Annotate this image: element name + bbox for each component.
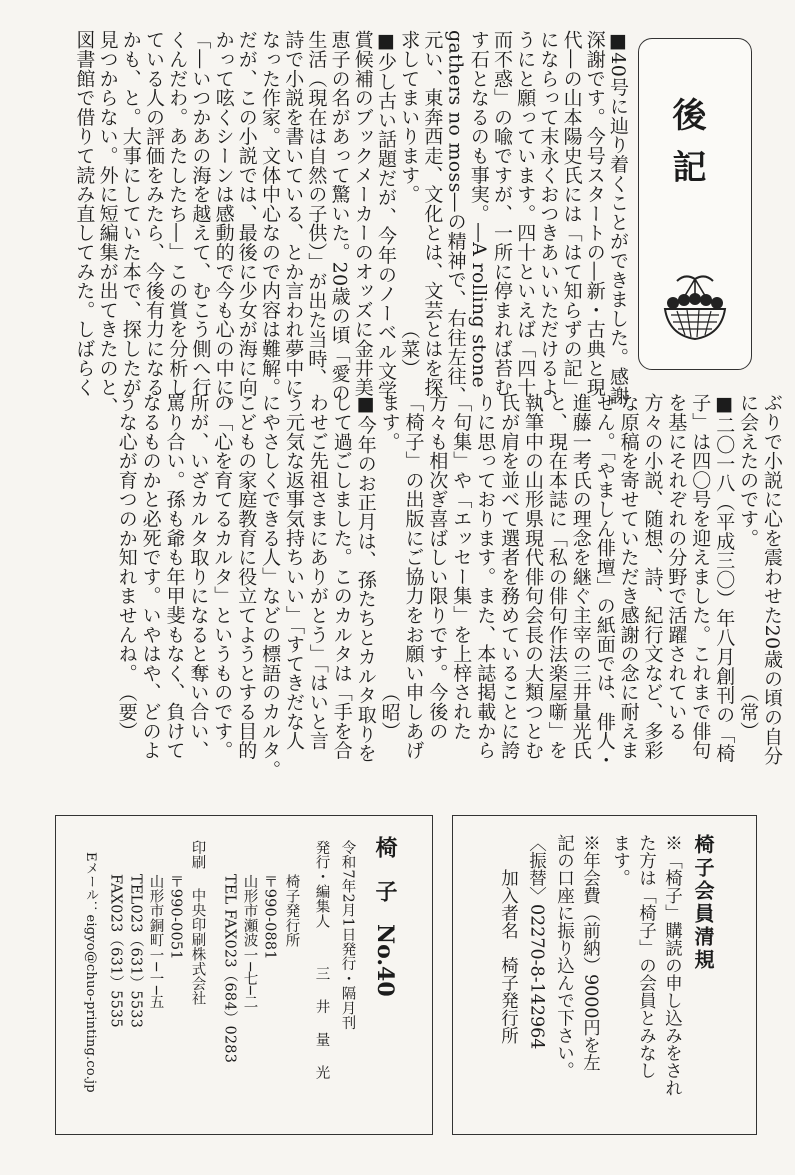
text-column: 「句集」や「エッセー集」を上梓された [450, 393, 473, 741]
text-column: 進藤一考氏の理念を継ぐ主宰の三井量光氏 [569, 393, 592, 760]
text-column: せん。「やましん俳壇」の紙面では、俳人・ [593, 393, 616, 770]
text-column: 「椅子」の出版にご協力をお願い申しあげ [402, 393, 425, 760]
text-column: 見つからない。外に短編集が出てきたのと、 [96, 30, 119, 416]
text-column: う元気な返事気持ちいい」「すてきだな人 [283, 393, 305, 751]
rules-line: 〈振替〉02270-8-142964 [526, 834, 547, 1050]
text-column: な原稿を寄せていただき感謝の念に耐えま [617, 393, 640, 760]
text-column: わせご先祖さまにありがとう」「はいと言 [306, 393, 329, 751]
text-column: 図書館で借りて読み直してみた。しばらく [73, 30, 96, 397]
rules-line: た方は「椅子」の会員とみなし [636, 834, 657, 1079]
text-column: にならって末永くおつきあいいただけるよ [537, 30, 560, 397]
text-column: 氏が肩を並べて選者を務めていることに誇 [498, 393, 521, 760]
text-column: 深謝です。今号スタートの―新・古典と現 [583, 30, 606, 397]
text-column: に会えたのです。 （常） [737, 393, 760, 741]
printer-tel: TEL023（631）5533 [127, 874, 144, 1029]
editor-name: 三 井 量 光 [313, 966, 330, 1082]
text-column: 方々も相次ぎ喜ばしい限りです。今後の [426, 393, 449, 741]
cherry-basket-icon [655, 269, 735, 349]
text-column: の「心を育てるカルタ」というものです。 [211, 393, 234, 760]
printer-postal: 〒990-0051 [167, 874, 184, 960]
publisher-telfax: TEL FAX023（684）0283 [221, 874, 238, 1064]
publisher-postal: 〒990-0881 [261, 874, 278, 960]
issue-date: 令和7年2月1日発行・隔月刊 [339, 840, 356, 1030]
text-column: にやさしくできる人」などの標語のカルタ。 [259, 393, 282, 779]
text-column: を基にそれぞれの分野で活躍されている [665, 393, 688, 741]
text-column: ている人の評価をみたら、今後有力になる [143, 30, 165, 397]
text-column: ■二〇一八（平成三〇）年八月創刊の「椅 [713, 393, 736, 763]
text-column: かも、と。大事にしていた本で、探したが [119, 30, 142, 397]
printer-email: Eメール：eigyo@chuo-printing.co.jp [83, 852, 98, 1093]
text-column: なるものかと必死です。いやはや、どのよ [139, 393, 162, 760]
text-column: こどもの家庭教育に役立てようとする目的 [235, 393, 258, 760]
text-column: 所が、いざカルタ取りになると奪い合い、 [187, 393, 210, 760]
printer-label: 印刷 [189, 840, 206, 870]
text-column: うにと願っています。四十といえば「四十 [514, 30, 537, 397]
publisher-address: 山形市瀬波一─七─二 [241, 874, 258, 1010]
printer-name: 中央印刷株式会社 [189, 888, 206, 1006]
text-column: 恵子の名があって驚いた。20歳の頃「愛の [328, 30, 351, 403]
text-column: 執筆中の山形県現代俳句会長の大類つとむ [522, 393, 544, 760]
text-column: 代―の山本陽史氏には「はて知らずの記」 [560, 30, 583, 397]
text-column: だが、この小説では、最後に少女が海に向 [235, 30, 258, 397]
text-column: 詩で小説を書いている、とか言われ夢中に [282, 30, 305, 397]
text-column: 罵り合い。孫も爺も年甲斐もなく、負けて [163, 393, 186, 760]
magazine-title: 椅 子 No.40 [372, 836, 398, 997]
page-title: 後記 [666, 97, 706, 201]
text-column: なった作家。文体中心なので内容は難解。 [259, 30, 281, 397]
printer-fax: FAX023（631）5535 [107, 874, 124, 1028]
text-column: 方々の小説、随想、詩、紀行文など、多彩 [641, 393, 664, 760]
text-column: くんだわ。あたしたち―」この賞を分析し [166, 30, 189, 397]
publisher-name: 椅子発行所 [283, 874, 300, 948]
text-column: ■今年のお正月は、孫たちとカルタ取りを [354, 393, 377, 763]
text-column: ぶりで小説に心を震わせた20歳の頃の自分 [761, 393, 783, 766]
text-column: ■40号に辿り着くことができました。感謝 [607, 30, 629, 406]
text-column: 求してまいります。 （菜） [398, 30, 421, 378]
rules-line: 加入者名 椅子発行所 [498, 834, 519, 1044]
text-column: うな心が育つのか知れませんね。 （要） [115, 393, 138, 741]
editor-role: 発行・編集人 [313, 840, 330, 929]
printer-address: 山形市銅町一─一─五 [147, 874, 164, 1010]
text-column: 生活（現在は自然の子供）」が出た当時、 [305, 30, 328, 388]
text-column: す石となるのも事実。―A rolling stone [467, 30, 490, 389]
text-column: りに思っております。また、本誌掲載から [474, 393, 497, 760]
text-column: 「―いつかあの海を越えて、むこう側へ行 [189, 30, 212, 397]
text-column: ■少し古い話題だが、今年のノーベル文学 [375, 30, 397, 400]
text-column: 而不惑」の喩ですが、一所に停まれば苔む [491, 30, 513, 397]
text-column: gathers no moss―の精神で、右往左往、 [444, 30, 467, 405]
rules-line: ます。 [610, 834, 631, 887]
colophon-box [55, 815, 433, 1135]
rules-heading: 椅子会員清規 [691, 834, 715, 972]
membership-rules-box [452, 815, 757, 1135]
rules-line: 記の口座に振り込んで下さい。 [554, 834, 575, 1079]
text-column: と、現在本誌に「私の俳句作法楽屋噺」を [545, 393, 568, 760]
text-column: 元い、東奔西走、文化とは、文芸とはを探 [421, 30, 444, 397]
text-column: して過ごしました。このカルタは「手を合 [330, 393, 353, 760]
rules-line: ※年会費（前納）9000円を左 [580, 834, 601, 1072]
rules-line: ※「椅子」購読の申し込みをされ [662, 834, 683, 1097]
text-column: かって呟くシーンは感動的で今も心の中に。 [212, 30, 235, 416]
text-column: ます。 （昭） [378, 393, 401, 741]
text-column: 子」は四〇号を迎えました。これまで俳句 [689, 393, 712, 760]
title-box [638, 38, 752, 370]
text-column: 賞候補のブックメーカーのオッズに金井美 [351, 30, 374, 397]
